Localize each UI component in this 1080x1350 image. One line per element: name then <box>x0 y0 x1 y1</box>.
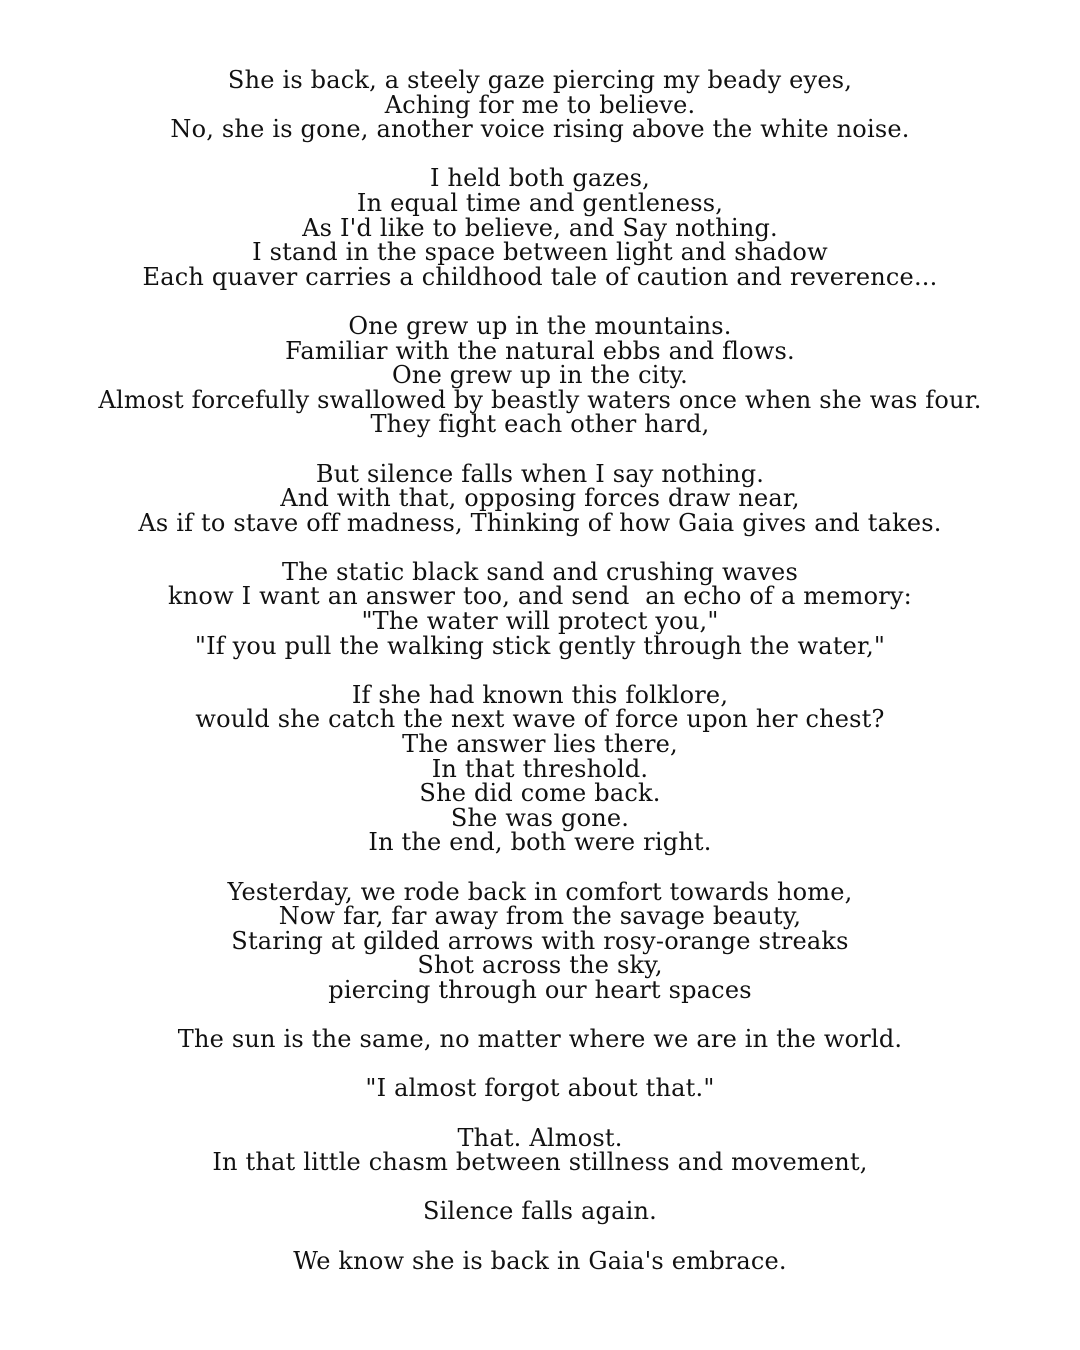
stanza-3 <box>0 311 1080 439</box>
poem-line: In the end, both were right. <box>368 828 712 857</box>
poem-line: Staring at gilded arrows with rosy-orange streaks <box>231 926 849 955</box>
poem-line: Almost forcefully swallowed by beastly waters once when she was four. <box>98 385 982 414</box>
poem-line: "The water will protect you," <box>361 607 719 636</box>
stanza-9 <box>0 1076 1080 1101</box>
stanza-7 <box>0 877 1080 1004</box>
stanza-11 <box>0 1199 1080 1224</box>
stanza-4 <box>0 459 1080 537</box>
poem-line: She was gone. <box>450 803 630 832</box>
poem-line: Familiar with the natural ebbs and flows. <box>285 336 795 365</box>
poem-line: They fight each other hard, <box>370 410 710 439</box>
stanza-6 <box>0 680 1080 857</box>
poem-line: I stand in the space between light and shadow <box>252 238 828 267</box>
poem-line: She did come back. <box>419 779 661 808</box>
poem-line: "I almost forgot about that." <box>365 1074 715 1103</box>
poem-line: She is back, a steely gaze piercing my beady eyes, <box>227 66 853 94</box>
poem <box>0 68 1080 1298</box>
poem-line: The answer lies there, <box>402 730 678 759</box>
poem-line: The static black sand and crushing waves <box>282 557 798 586</box>
poem-line: If she had known this folklore, <box>351 680 729 709</box>
poem-line: "If you pull the walking stick gently through the water," <box>194 631 886 660</box>
poem-line: One grew up in the city. <box>392 361 688 390</box>
poem-line: And with that, opposing forces draw near, <box>280 484 800 513</box>
poem-line: I held both gazes, <box>429 164 651 193</box>
poem-line: As I'd like to believe, and Say nothing. <box>302 213 778 242</box>
stanza-8 <box>0 1027 1080 1052</box>
poem-line: know I want an answer too, and send an echo of a memory: <box>168 582 912 611</box>
stanza-2 <box>0 166 1080 289</box>
poem-line: Each quaver carries a childhood tale of caution and reverence... <box>142 262 938 291</box>
stanza-5 <box>0 557 1080 660</box>
poem-line: We know she is back in Gaia's embrace. <box>293 1246 787 1275</box>
poem-line: In that little chasm between stillness and movement, <box>212 1148 868 1177</box>
stanza-1 <box>0 68 1080 142</box>
stanza-10 <box>0 1123 1080 1177</box>
poem-line: Aching for me to believe. <box>384 90 696 119</box>
poem-line: Now far, far away from the savage beauty, <box>278 902 802 931</box>
poem-line: Shot across the sky, <box>417 951 663 980</box>
poem-line: piercing through our heart spaces <box>328 975 752 1004</box>
stanza-12 <box>0 1246 1080 1275</box>
poem-line: Silence falls again. <box>423 1197 657 1226</box>
poem-line: As if to stave off madness, Thinking of how Gaia gives and takes. <box>138 508 942 537</box>
poem-line: No, she is gone, another voice rising above the white noise. <box>170 115 910 144</box>
poem-line: The sun is the same, no matter where we are in the world. <box>177 1025 903 1054</box>
poem-line: Yesterday, we rode back in comfort towards home, <box>227 877 853 906</box>
poem-line: In equal time and gentleness, <box>356 188 724 217</box>
poem-line: In that threshold. <box>431 754 649 783</box>
poem-line: would she catch the next wave of force upon her chest? <box>195 705 885 734</box>
poem-line: That. Almost. <box>457 1123 623 1152</box>
poem-line: One grew up in the mountains. <box>348 311 732 340</box>
poem-line: But silence falls when I say nothing. <box>315 459 765 488</box>
